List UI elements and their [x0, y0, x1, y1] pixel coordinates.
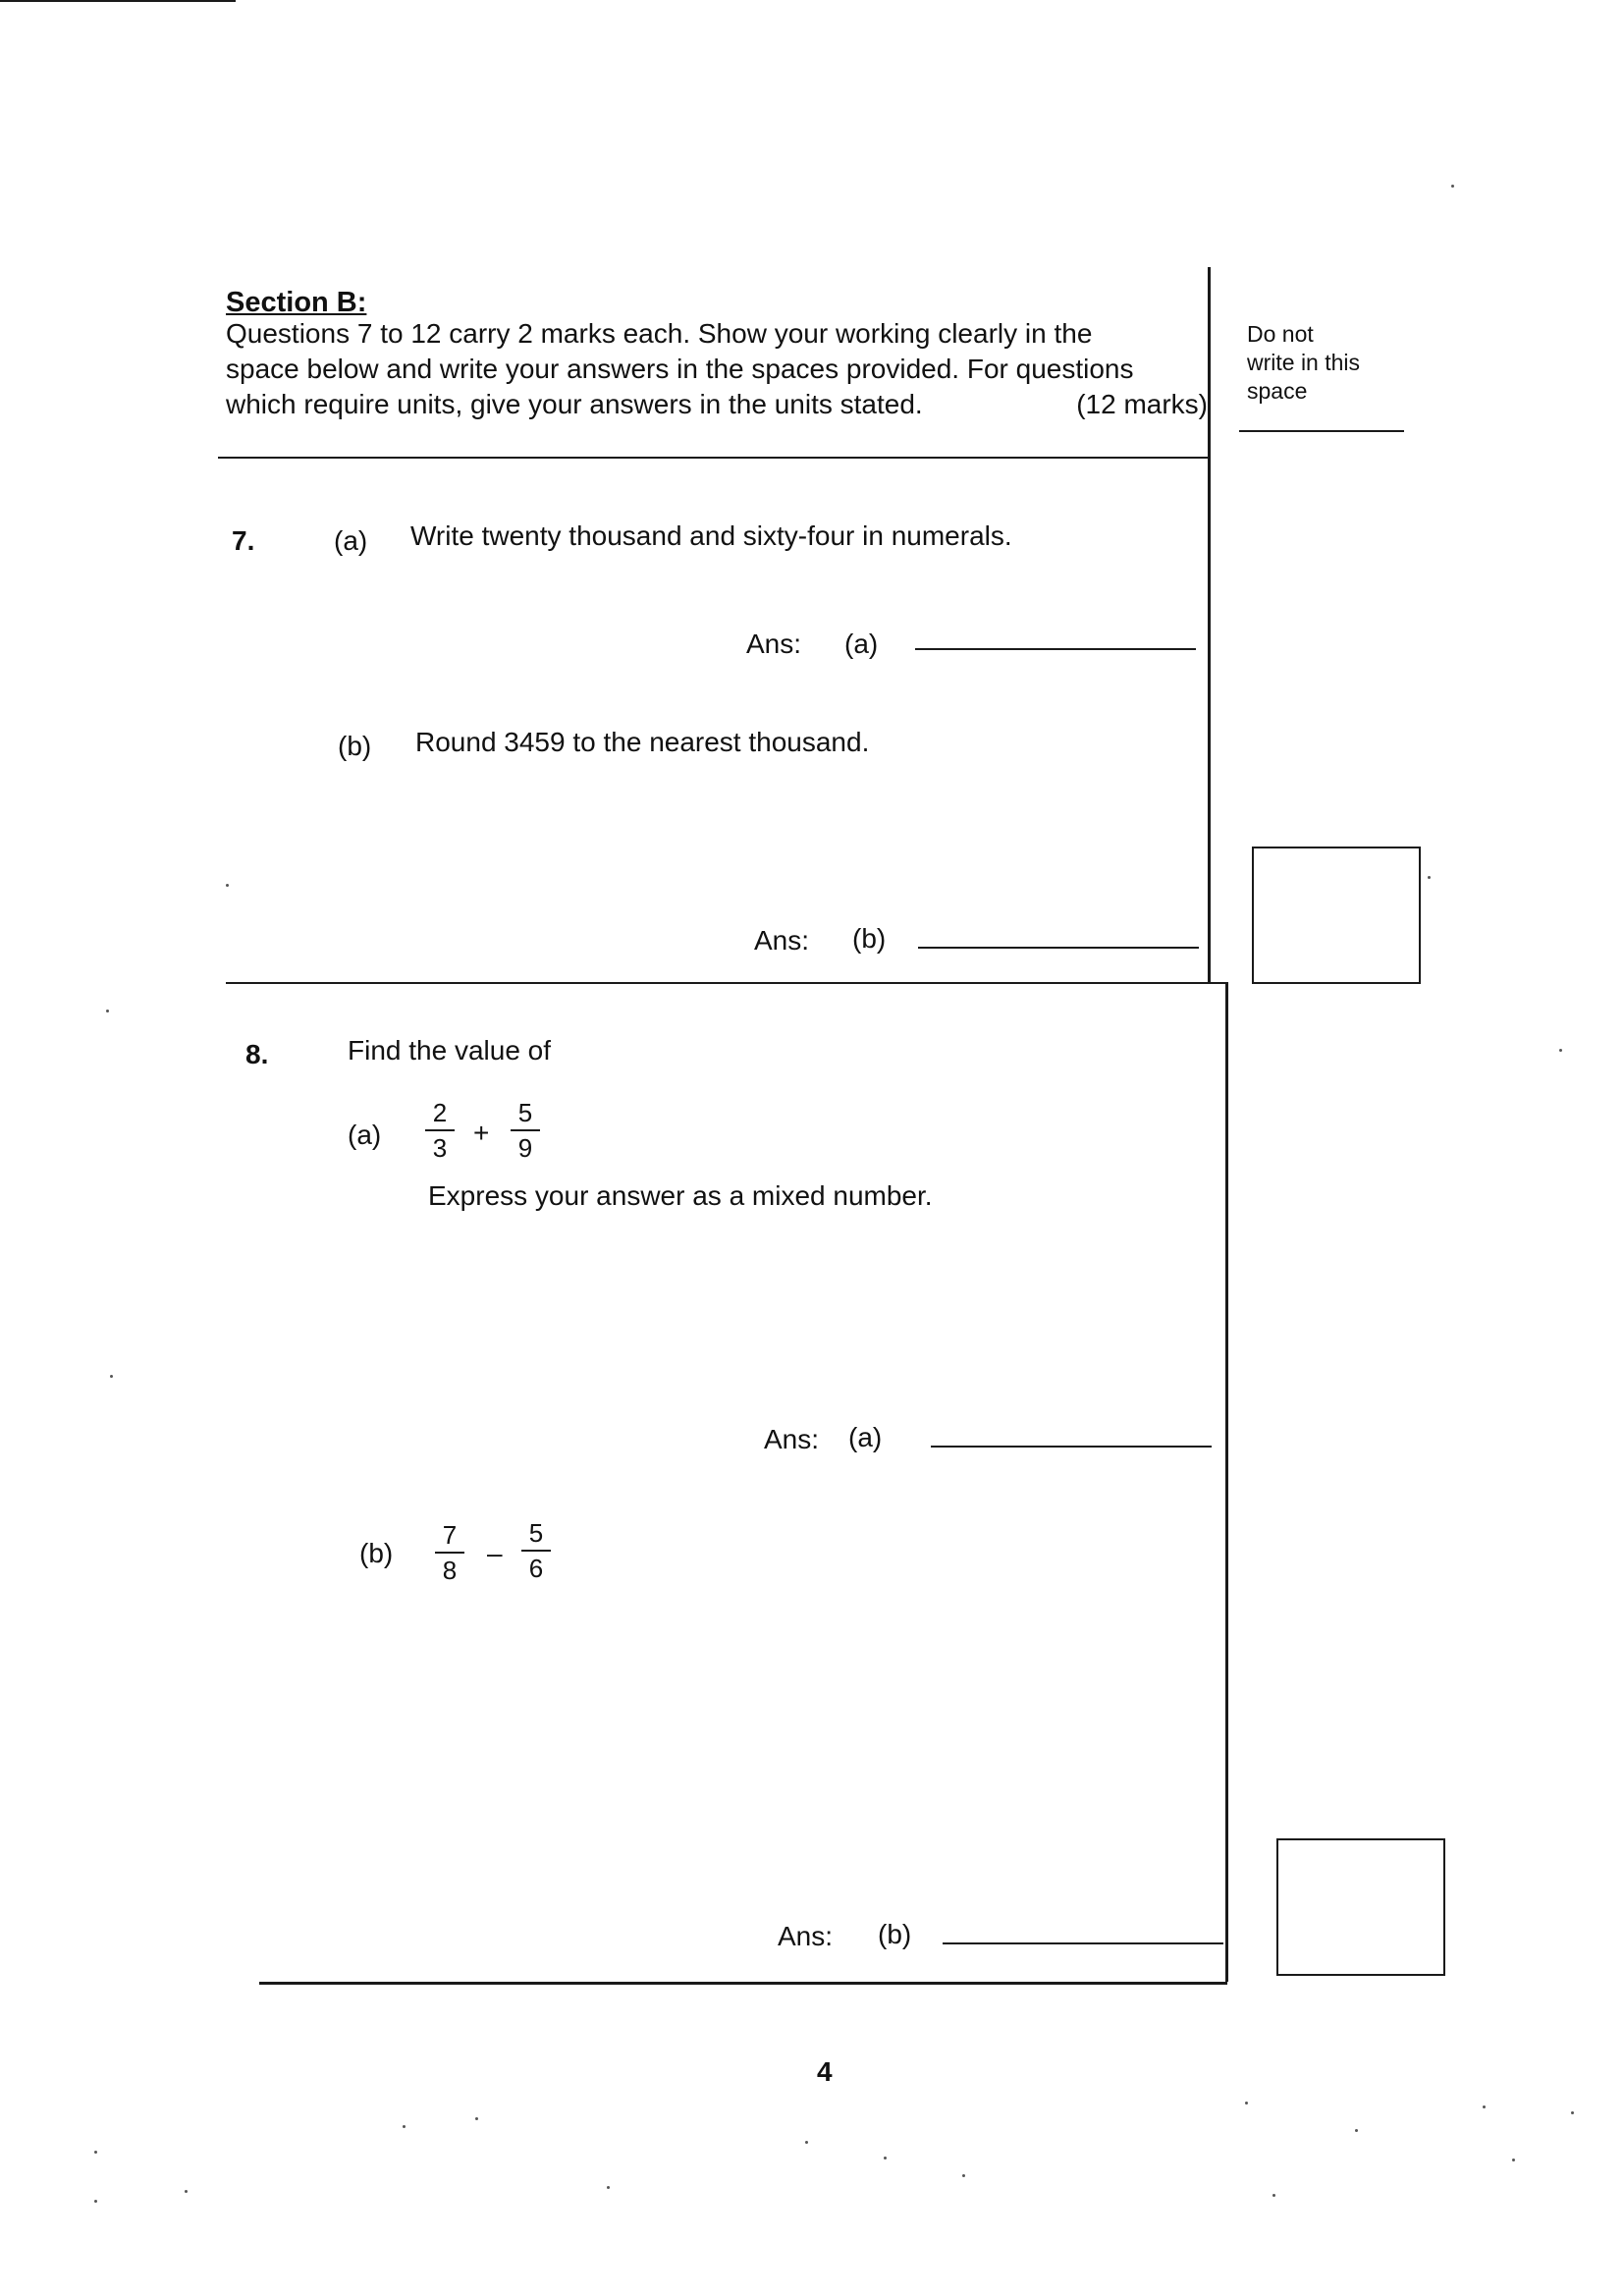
scan-speck	[106, 1010, 109, 1012]
section-marks: (12 marks)	[1076, 389, 1208, 419]
scan-speck	[962, 2174, 965, 2177]
scan-speck	[1428, 876, 1431, 879]
margin-note-line-3: space	[1247, 378, 1308, 404]
question-7b-text: Round 3459 to the nearest thousand.	[415, 727, 870, 757]
scan-speck	[607, 2186, 610, 2189]
fraction-8a-1-numerator: 2	[432, 1098, 448, 1127]
scan-speck	[1559, 1049, 1562, 1052]
scan-speck	[805, 2141, 808, 2144]
fraction-8b-2-numerator: 5	[528, 1518, 544, 1548]
scan-speck	[1451, 185, 1454, 188]
fraction-8b-2	[521, 1518, 551, 1583]
answer-7b-label: (b)	[852, 923, 887, 954]
fraction-8a-1	[425, 1098, 455, 1163]
answer-8a-field[interactable]	[931, 1446, 1212, 1448]
answer-8b-prefix: Ans:	[778, 1921, 834, 1951]
instruction-line-3-text: which require units, give your answers in the units stated.	[226, 389, 923, 419]
answer-8a-prefix: Ans:	[764, 1424, 820, 1454]
scan-speck	[1483, 2105, 1486, 2108]
scan-speck	[1245, 2102, 1248, 2105]
section-header-rule	[218, 457, 1210, 459]
instruction-line-3	[226, 387, 1208, 422]
question-8-intro: Find the value of	[348, 1035, 552, 1066]
scan-speck	[94, 2200, 97, 2203]
fraction-8a-1-bar	[425, 1129, 455, 1131]
question-8b-label: (b)	[359, 1538, 394, 1568]
fraction-8a-2	[511, 1098, 540, 1163]
page-number: 4	[817, 2056, 833, 2087]
margin-note-line-1: Do not	[1247, 321, 1314, 347]
margin-note	[1247, 320, 1404, 406]
scan-speck	[1512, 2159, 1515, 2161]
marks-box-q7	[1252, 847, 1421, 984]
operator-8a: +	[473, 1118, 490, 1148]
section-heading: Section B:	[226, 287, 367, 318]
question-7a-label: (a)	[334, 525, 368, 556]
section-instructions	[226, 316, 1208, 422]
fraction-8a-2-bar	[511, 1129, 540, 1131]
question-7-number: 7.	[232, 525, 255, 556]
fraction-8a-2-numerator: 5	[517, 1098, 533, 1127]
scan-speck	[110, 1375, 113, 1378]
question-7a-text: Write twenty thousand and sixty-four in numerals.	[410, 520, 1012, 551]
fraction-8b-1	[435, 1520, 464, 1585]
answer-8b-field[interactable]	[943, 1942, 1223, 1944]
scan-edge-mark	[0, 0, 236, 2]
margin-note-line-2: write in this	[1247, 350, 1361, 375]
fraction-8b-2-bar	[521, 1550, 551, 1552]
scan-speck	[1272, 2194, 1275, 2197]
question-7b-label: (b)	[338, 731, 372, 761]
question-8a-label: (a)	[348, 1120, 382, 1150]
operator-8b: –	[487, 1538, 503, 1568]
answer-8a-label: (a)	[848, 1422, 883, 1452]
question-8a-note: Express your answer as a mixed number.	[428, 1180, 933, 1211]
marks-box-q8	[1276, 1838, 1445, 1976]
instruction-line-2: space below and write your answers in the spaces provided. For questions	[226, 354, 1134, 384]
scan-speck	[1355, 2129, 1358, 2132]
fraction-8b-2-denominator: 6	[528, 1554, 544, 1583]
scan-speck	[226, 884, 229, 887]
question-8-rule	[259, 1982, 1227, 1985]
answer-7a-prefix: Ans:	[746, 629, 802, 659]
scan-speck	[475, 2117, 478, 2120]
question-7-rule	[226, 982, 1227, 984]
scan-speck	[884, 2157, 887, 2159]
scan-speck	[403, 2125, 406, 2128]
fraction-8a-1-denominator: 3	[432, 1133, 448, 1163]
margin-vertical-rule-lower	[1225, 982, 1228, 1982]
answer-7b-prefix: Ans:	[754, 925, 810, 956]
answer-7a-field[interactable]	[915, 648, 1196, 650]
scan-speck	[1571, 2111, 1574, 2114]
answer-7b-field[interactable]	[918, 947, 1199, 949]
margin-note-rule	[1239, 430, 1404, 432]
scan-speck	[185, 2190, 188, 2193]
scan-speck	[94, 2151, 97, 2154]
fraction-8b-1-denominator: 8	[442, 1556, 458, 1585]
question-8-number: 8.	[245, 1039, 269, 1069]
fraction-8b-1-numerator: 7	[442, 1520, 458, 1550]
instruction-line-1: Questions 7 to 12 carry 2 marks each. Show your working clearly in the	[226, 318, 1093, 349]
answer-8b-label: (b)	[878, 1919, 912, 1949]
fraction-8b-1-bar	[435, 1552, 464, 1554]
margin-vertical-rule	[1208, 267, 1211, 982]
answer-7a-label: (a)	[844, 629, 879, 659]
fraction-8a-2-denominator: 9	[517, 1133, 533, 1163]
